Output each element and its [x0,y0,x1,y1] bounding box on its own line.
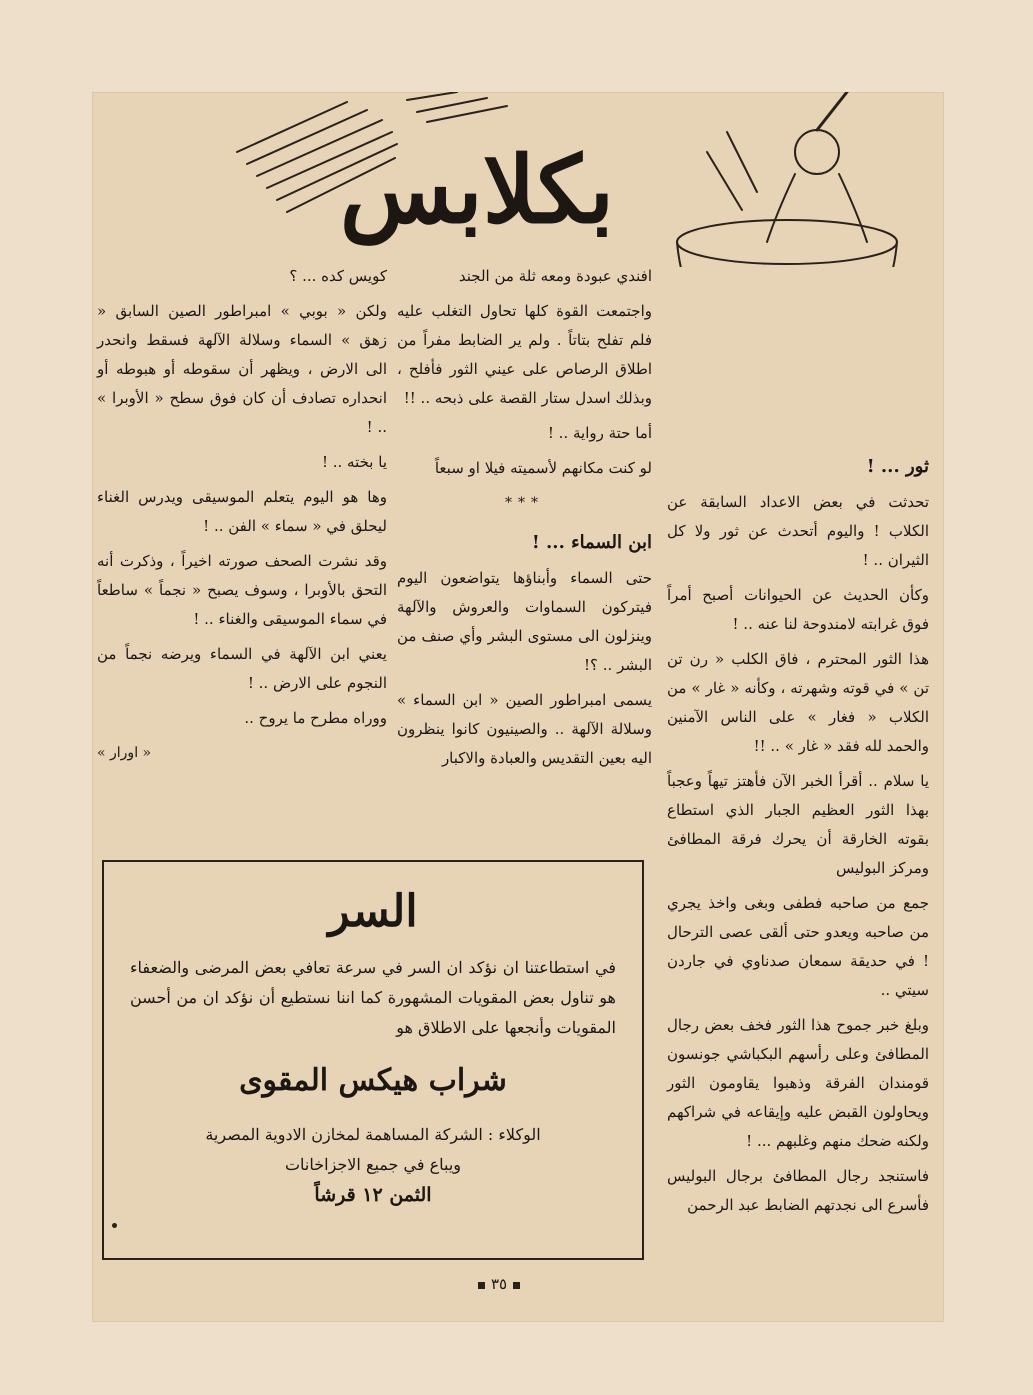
paragraph: يا بخته .. ! [321,453,387,471]
author-signature: « اورار » [97,745,152,761]
ad-agents: الوكلاء : الشركة المساهمة لمخازن الادوية المصرية [205,1125,541,1144]
paragraph: تحدثت في بعض الاعداد السابقة عن الكلاب ! واليوم أتحدث عن ثور ولا كل الثيران .. ! [667,493,929,569]
ad-body: في استطاعتنا ان نؤكد ان السر في سرعة تعافي بعض المرضى والضعفاء هو تناول بعض المقويات المشهورة كما اننا نستطيع أن نؤكد ان من أحسن المقويات وأنجعها على الاطلاق هو [130,958,616,1037]
paragraph: كويس كده ... ؟ [289,267,387,285]
paragraph: وها هو اليوم يتعلم الموسيقى ويدرس الغناء ليحلق في « سماء » الفن .. ! [97,488,387,535]
advertisement-box [102,860,644,1260]
paragraph: يعني ابن الآلهة في السماء ويرضه نجماً من النجوم على الارض .. ! [97,645,387,692]
paragraph: فاستنجد رجال المطافئ برجال البوليس فأسرع الى نجدتهم الضابط عبد الرحمن [667,1167,929,1214]
paragraph: وكأن الحديث عن الحيوانات أصبح أمراً فوق غرابته لامندوحة لنا عنه .. ! [667,586,929,633]
page-number: ٣٥ [472,1275,526,1293]
banner-title: بكلابس [339,136,615,244]
paragraph: وقد نشرت الصحف صورته اخيراً ، وذكرت أنه التحق بالأوبرا ، وسوف يصبح « نجماً » ساطعاً في سماء الموسيقى والغناء .. ! [97,552,387,628]
ink-dot [112,1223,117,1228]
paragraph: لو كنت مكانهم لأسميته فيلا او سبعاً [434,459,652,477]
ad-availability: ويباع في جميع الاجزاخانات [284,1155,462,1174]
header-illustration [167,92,927,267]
ad-title: السر [328,886,418,937]
paragraph: يا سلام .. أقرأ الخبر الآن فأهتز تيهاً وعجباً بهذا الثور العظيم الجبار الذي استطاع بقوته الخارقة أن يحرك فرقة المطافئ ومركز البوليس [667,772,929,877]
paragraph: حتى السماء وأبناؤها يتواضعون اليوم فيتركون السماوات والعروش والآلهة وينزلون الى مستوى البشر وأي صنف من البشر .. ؟! [397,569,652,674]
paragraph: هذا الثور المحترم ، فاق الكلب « رن تن تن » في قوته وشهرته ، وكأنه « غار » من الكلاب « فغار » على الناس الآمنين والحمد لله فقد « غار » .. !! [667,650,929,755]
magazine-page [92,92,944,1322]
paragraph: وبلغ خبر جموح هذا الثور فخف بعض رجال المطافئ وعلى رأسهم البكباشي جونسون قومندان الفرقة وذهبوا يقاومون الثور ويحاولون القبض عليه وإيقاعه في شراكهم ولكنه ضحك منهم وغلبهم ... ! [667,1016,929,1150]
paragraph: أما حتة رواية .. ! [547,424,652,442]
article-heading: ثور ... ! [866,456,929,477]
paragraph: يسمى امبراطور الصين « ابن السماء » وسلالة الآلهة .. والصينيون كانوا ينظرون اليه بعين التقديس والعبادة والاكبار [397,691,652,767]
article-thor-column [667,452,929,1226]
paragraph: افندي عبودة ومعه ثلة من الجند [458,267,652,285]
article-left-column [97,262,387,774]
paragraph: واجتمعت القوة كلها تحاول التغلب عليه فلم تفلح بتاتاً . ولم ير الضابط مفراً من اطلاق الرصاص على عيني الثور فأفلح ، وبذلك اسدل ستار القصة على ذبحه .. !! [397,302,652,407]
ad-price: الثمن ١٢ قرشاً [314,1184,432,1206]
paragraph: ولكن « بوبي » امبراطور الصين السابق « زهق » السماء وسلالة الآلهة فسقط وانحدر الى الارض ، ويظهر أن سقوطه أو هبوطه أو انحداره تصادف أن كان فوق سطح « الأوبرا » .. ! [97,302,387,436]
ad-product-name: شراب هيكس المقوى [239,1063,507,1098]
section-divider: *** [505,495,544,511]
paragraph: جمع من صاحبه فطفى وبغى واخذ يجري من صاحبه ويعدو حتى ألقى عصى الترحال ! في حديقة سمعان صدناوي في جاردن سيتي .. [667,894,929,999]
paragraph: ووراه مطرح ما يروح .. [244,709,387,727]
article-heading: ابن السماء ... ! [531,532,652,553]
article-middle-column [397,262,652,779]
